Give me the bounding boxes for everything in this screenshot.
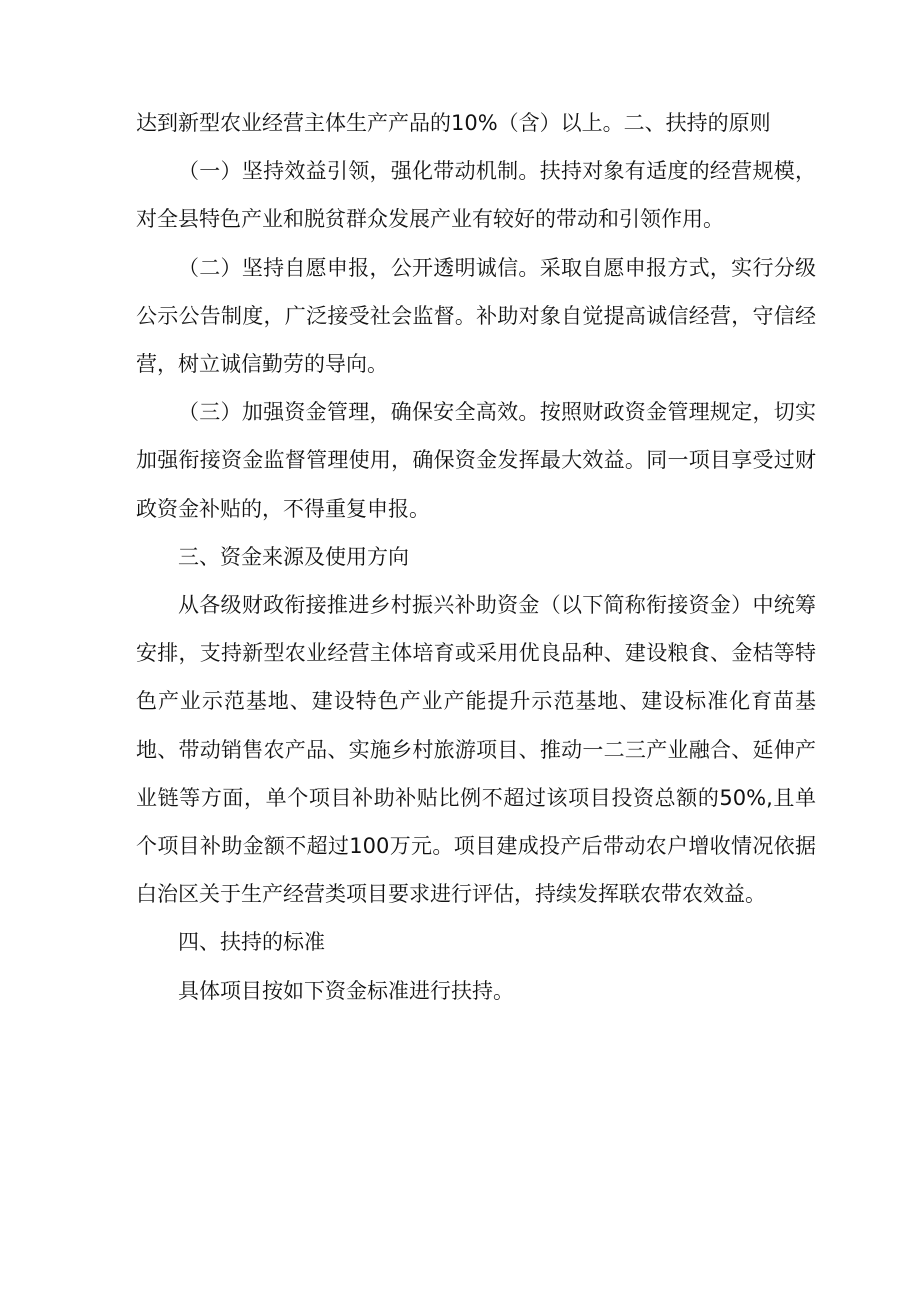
- document-body: [136, 99, 816, 1015]
- paragraph-principle-two: （二）坚持自愿申报，公开透明诚信。采取自愿申报方式，实行分级公示公告制度，广泛接受社会监督。补助对象自觉提高诚信经营，守信经营，树立诚信勤劳的导向。: [136, 255, 816, 377]
- paragraph-support-standard: 具体项目按如下资金标准进行扶持。: [178, 978, 514, 1003]
- paragraph-funding-source: 从各级财政衔接推进乡村振兴补助资金（以下简称衔接资金）中统筹安排，支持新型农业经营主体培育或采用优良品种、建设粮食、金桔等特色产业示范基地、建设特色产业产能提升示范基地、建设标准化育苗基地、带动销售农产品、实施乡村旅游项目、推动一二三产业融合、延伸产业链等方面，单个项目补助补贴比例不超过该项目投资总额的50%,且单个项目补助金额不超过100万元。项目建成投产后带动农户增收情况依据白治区关于生产经营类项目要求进行评估，持续发挥联农带农效益。: [136, 593, 816, 907]
- paragraph-intro-continuation: 达到新型农业经营主体生产产品的10%（含）以上。二、扶持的原则: [136, 111, 771, 135]
- section-heading-funding-source: 三、资金来源及使用方向: [178, 544, 409, 569]
- section-heading-support-standard: 四、扶持的标准: [178, 930, 325, 955]
- paragraph-principle-three: （三）加强资金管理，确保安全高效。按照财政资金管理规定，切实加强衔接资金监督管理使用，确保资金发挥最大效益。同一项目享受过财政资金补贴的，不得重复申报。: [136, 400, 816, 521]
- paragraph-principle-one: （一）坚持效益引领，强化带动机制。扶持对象有适度的经营规模，对全县特色产业和脱贫群众发展产业有较好的带动和引领作用。: [136, 159, 816, 232]
